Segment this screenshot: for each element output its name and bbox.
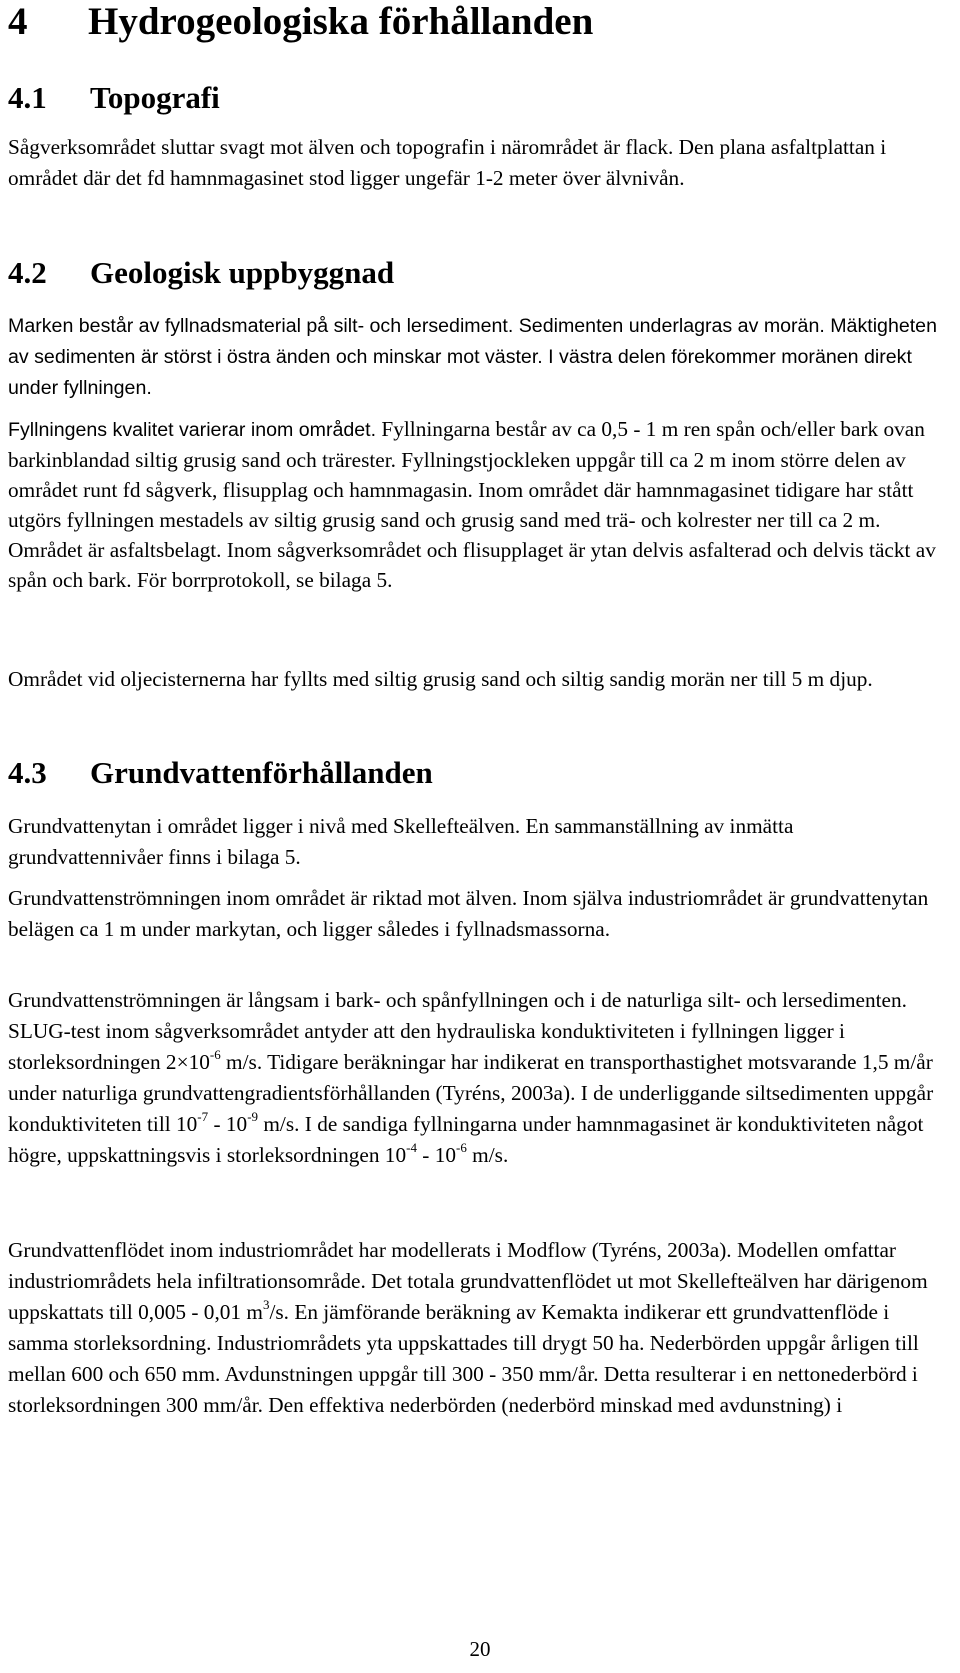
paragraph-grundvattenyta: Grundvattenytan i området ligger i nivå med Skellefteälven. En sammanställning av inmätta grundvattennivåer finns i bilaga 5. xyxy=(8,814,794,869)
text-run: Grundvattenströmningen är långsam i bark- och spånfyllningen och i de naturliga silt- och lersedimenten. SLUG-test inom sågverksområdet antyder att den hydrauliska konduktiviteten i fyllningen ligger i storleksordningen 2×10 xyxy=(8,988,907,1074)
text-run: - 10 xyxy=(208,1112,248,1136)
section-title: Grundvattenförhållanden xyxy=(90,755,433,790)
exponent: 3 xyxy=(262,1297,270,1312)
paragraph-fyllning xyxy=(8,414,943,595)
section-heading-grundvatten xyxy=(8,756,433,790)
paragraph-topografi: Sågverksområdet sluttar svagt mot älven och topografin i närområdet är flack. Den plana asfaltplattan i området där det fd hamnmagasinet stod ligger ungefär 1-2 meter över älvnivån. xyxy=(8,135,887,190)
text-run: m/s. xyxy=(466,1143,509,1167)
section-title: Topografi xyxy=(90,80,220,115)
page-number: 20 xyxy=(469,1637,491,1661)
paragraph-text: Marken består av fyllnadsmaterial på silt- och lersediment. Sedimenten underlagras av morän. Mäktigheten av sedimenten är störst i östra änden och minskar mot väster. I västra delen förekommer moränen direkt under fyllningen. xyxy=(8,315,937,399)
text-run: m/s. I de sandiga fyllningarna under hamnmagasinet är konduktiviteten något högre, uppskattningsvis i storleksordningen 10 xyxy=(8,1112,924,1167)
paragraph-text: Fyllningarna består av ca 0,5 - 1 m ren spån och/eller bark ovan barkinblandad siltig grusig sand och trärester. Fyllningstjockleken uppgår till ca 2 m inom större delen av området runt fd sågverk, flisupplag och hamnmagasin. Inom området där hamnmagasinet tidigare har stått utgörs fyllningen mestadels av siltig grusig sand och grusig sand med trä- och kolrester ner till ca 2 m. Området är asfaltsbelagt. Inom sågverksområdet och flisupplaget är ytan delvis asfalterad och delvis täckt av spån och bark. För borrprotokoll, se bilaga 5. xyxy=(8,417,936,592)
section-number: 4.1 xyxy=(8,80,47,115)
text-run: m/s. Tidigare beräkningar har indikerat en transporthastighet motsvarande 1,5 m/år under naturliga grundvattengradientsförhållanden (Tyréns, 2003a). I de underliggande siltsedimenten uppgår konduktiviteten till 10 xyxy=(8,1050,934,1136)
paragraph-oljecisterner: Området vid oljecisternerna har fyllts med siltig grusig sand och siltig sandig morän ner till 5 m djup. xyxy=(8,667,873,691)
text-run: /s. En jämförande beräkning av Kemakta indikerar ett grundvattenflöde i samma storleksordning. Industriområdets yta uppskattades till drygt 50 ha. Nederbörden uppgår årligen till mellan 600 och 650 mm. Avdunstningen uppgår till 300 - 350 mm/år. Detta resulterar i en nettonederbörd i storleksordningen 300 mm/år. Den effektiva nederbörden (nederbörd minskad med avdunstning) i xyxy=(8,1300,919,1417)
exponent: -6 xyxy=(456,1140,467,1155)
chapter-heading xyxy=(8,2,593,42)
chapter-title: Hydrogeologiska förhållanden xyxy=(88,0,594,43)
text-run: - 10 xyxy=(416,1143,456,1167)
exponent: -9 xyxy=(247,1109,259,1124)
section-number: 4.2 xyxy=(8,255,47,290)
paragraph-geologi xyxy=(8,310,943,403)
chapter-number: 4 xyxy=(8,0,28,43)
section-heading-geologi xyxy=(8,256,394,290)
paragraph-stromning: Grundvattenströmningen inom området är riktad mot älven. Inom själva industriområdet är grundvattenytan belägen ca 1 m under markytan, och ligger således i fyllnadsmassorna. xyxy=(8,886,929,941)
section-title: Geologisk uppbyggnad xyxy=(90,255,395,290)
section-heading-topografi xyxy=(8,81,220,115)
paragraph-text: Fyllningens kvalitet varierar inom området. xyxy=(8,419,377,441)
paragraph-konduktivitet xyxy=(8,985,943,1171)
section-number: 4.3 xyxy=(8,755,47,790)
exponent: -7 xyxy=(197,1109,209,1124)
paragraph-grundvattenflode xyxy=(8,1235,943,1421)
text-run: Grundvattenflödet inom industriområdet har modellerats i Modflow (Tyréns, 2003a). Modellen omfattar industriområdets hela infiltrationsområde. Det totala grundvattenflödet ut mot Skellefteälven har därigenom uppskattats till 0,005 - 0,01 m xyxy=(8,1238,928,1324)
exponent: -6 xyxy=(209,1047,221,1062)
exponent: -4 xyxy=(406,1140,417,1155)
